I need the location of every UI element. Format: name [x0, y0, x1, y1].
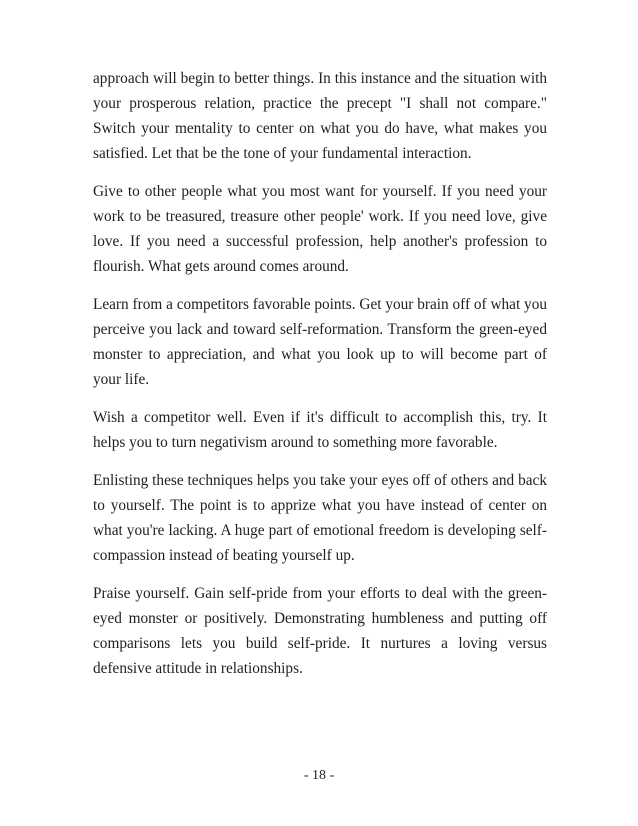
page-number: - 18 - [303, 768, 335, 783]
paragraph-6: Praise yourself. Gain self-pride from your efforts to deal with the green-eyed monster or positively. Demonstrating humbleness and putting off comparisons lets you build self-pride. It nurtures a loving versus defensive attitude in relationships. [93, 585, 547, 677]
paragraph-4: Wish a competitor well. Even if it's difficult to accomplish this, try. It helps you to turn negativism around to something more favorable. [93, 409, 547, 451]
paragraph-2: Give to other people what you most want for yourself. If you need your work to be treasured, treasure other people' work. If you need love, give love. If you need a successful profession, help another's profession to flourish. What gets around comes around. [93, 183, 547, 275]
paragraph-1: approach will begin to better things. In this instance and the situation with your prosperous relation, practice the precept "I shall not compare." Switch your mentality to center on what you do have, what makes you satisfied. Let that be the tone of your fundamental interaction. [93, 70, 547, 162]
paragraph-5: Enlisting these techniques helps you take your eyes off of others and back to yourself. The point is to apprize what you have instead of center on what you're lacking. A huge part of emotional freedom is developing self-compassion instead of beating yourself up. [93, 472, 547, 564]
paragraph-3: Learn from a competitors favorable points. Get your brain off of what you perceive you lack and toward self-reformation. Transform the green-eyed monster to appreciation, and what you look up to will become part of your life. [93, 296, 547, 388]
page-body [93, 66, 547, 694]
